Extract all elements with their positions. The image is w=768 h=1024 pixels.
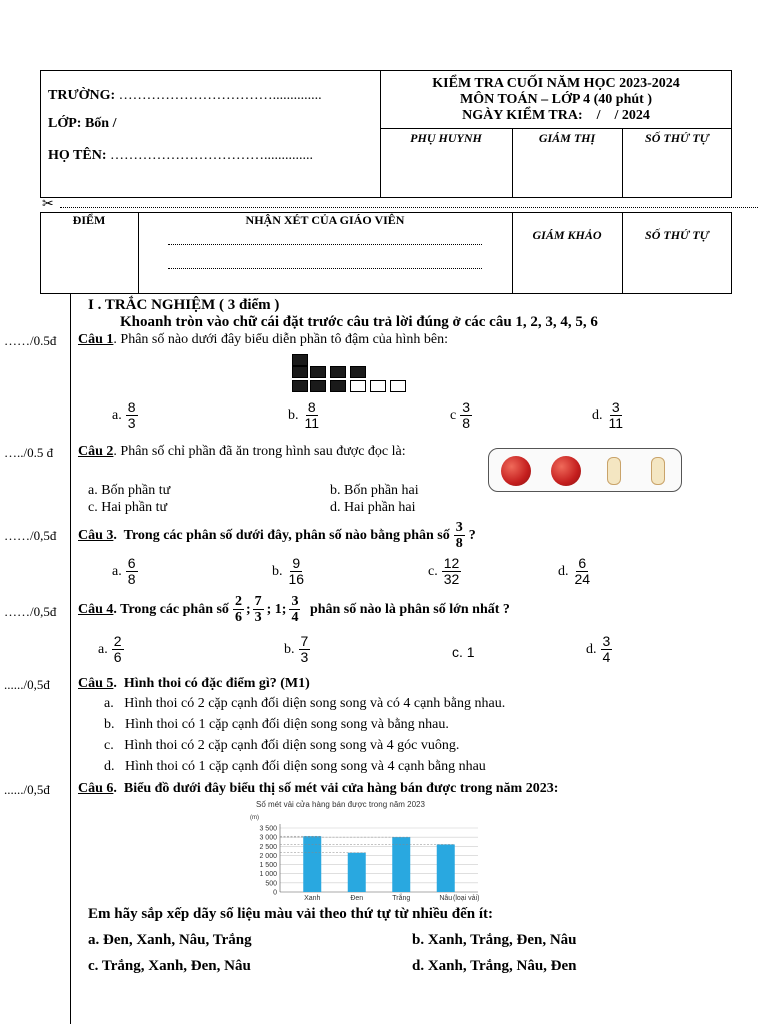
q2-option-b[interactable]: b. Bốn phần hai [330,483,419,498]
section-title: I . TRẮC NGHIỆM ( 3 điểm ) [88,297,280,313]
apple-core-icon [607,457,621,485]
q3-score: ……/0,5đ [4,528,57,543]
q2-option-a[interactable]: a. Bốn phần tư [88,483,171,498]
chart-bar-3 [392,837,410,892]
q6-option-a[interactable]: a. Đen, Xanh, Nâu, Trắng [88,932,252,948]
chart-ytick-label: 2 000 [259,852,277,860]
q6-text: Câu 6. Biểu đồ dưới đây biểu thị số mét vải cửa hàng bán được trong năm 2023: [78,781,559,796]
chart-ytick-label: 1 500 [259,862,277,870]
q2-text: Câu 2. Phân số chỉ phần đã ăn trong hình sau được đọc là: [78,444,406,459]
q1-option-a[interactable]: a. $\frac{8}{3}$ [112,399,136,432]
q3-text: Câu 3 . Trong các phân số dưới đây, phân số nào bằng phân số $\frac{3}{8}$ ? [78,520,476,552]
grading-number-label: SỐ THỨ TỰ [645,228,709,242]
exam-subject: MÔN TOÁN – LỚP 4 (40 phút ) [459,92,652,107]
q4-option-c[interactable]: c. 1 [452,644,475,660]
chart-xtick-label: Nâu [439,895,453,902]
q2-option-c[interactable]: c. Hai phần tư [88,500,168,515]
score-label: ĐIỂM [72,213,106,227]
q6-option-d[interactable]: d. Xanh, Trắng, Nâu, Đen [412,958,577,974]
section-instruction: Khoanh tròn vào chữ cái đặt trước câu trả lời đúng ở các câu 1, 2, 3, 4, 5, 6 [120,314,598,330]
q6-score: ....../0,5đ [4,782,50,797]
q4-text: Câu 4 . Trong các phân số $\frac{2}{6}$ ; $\frac{7}{3}$ ; 1; $\frac{3}{4}$ phân số nào là phân số lớn nhất ? [78,594,510,626]
chart-xticks [304,893,452,902]
q5-option-c[interactable]: c. Hình thoi có 2 cặp cạnh đối diện song song và 4 góc vuông. [104,738,460,753]
q4-option-d[interactable]: d. $\frac{3}{4}$ [586,633,611,666]
q5-text: Câu 5. Hình thoi có đặc điểm gì? (M1) [78,676,310,691]
q6-prompt: Em hãy sắp xếp dãy số liệu màu vải theo thứ tự từ nhiều đến ít: [88,906,493,922]
chart-xlabel: (loại vải) [453,895,480,902]
chart-xtick-label: Trắng [392,895,411,902]
q2-apple-figure [488,448,682,492]
q1-score: ……/0.5đ [4,333,57,348]
chart-bar-2 [348,853,366,892]
col-number: SỐ THỨ TỰ [645,131,709,145]
q5-option-a[interactable]: a. Hình thoi có 2 cặp cạnh đối diện song song và có 4 cạnh bằng nhau. [104,696,506,711]
chart-ytick-label: 0 [273,889,277,897]
q4-score: ……/0,5đ [4,604,57,619]
q2-score: …../0.5 đ [4,445,54,460]
q3-option-b[interactable]: b. $\frac{9}{16}$ [272,555,305,588]
chart-yticks [259,826,277,897]
exam-date: NGÀY KIỂM TRA: / / 2024 [462,108,650,123]
q4-option-a[interactable]: a. $\frac{2}{6}$ [98,633,122,666]
chart-ytick-label: 2 500 [259,843,277,851]
q1-text: Câu 1. Phân số nào dưới đây biểu diễn phần tô đậm của hình bên: [78,332,448,347]
apple-core-icon [651,457,665,485]
chart-ylabel: (m) [250,815,259,821]
q2-option-d[interactable]: d. Hai phần hai [330,500,416,515]
q3-option-d[interactable]: d. $\frac{6}{24}$ [558,555,591,588]
q6-option-c[interactable]: c. Trắng, Xanh, Đen, Nâu [88,958,251,974]
name-field: HỌ TÊN: …………………………….............. [48,148,313,163]
q1-option-c[interactable]: c $\frac{3}{8}$ [450,399,471,432]
chart-xtick-label: Xanh [304,895,321,902]
apple-icon [551,456,581,486]
apple-icon [501,456,531,486]
chart-ytick-label: 3 500 [259,825,277,833]
scissors-icon: ✂ [42,197,54,212]
exam-title: KIỂM TRA CUỐI NĂM HỌC 2023-2024 [432,76,680,91]
fabric-bar-chart [246,798,486,902]
q3-option-c[interactable]: c. $\frac{12}{32}$ [428,555,460,588]
chart-xtick-label: Đen [350,895,364,902]
chart-ytick-label: 1 000 [259,871,277,879]
chart-bar-4 [437,844,455,892]
margin-line [70,294,71,1024]
chart-ytick-label: 500 [265,880,277,888]
class-field: LỚP: Bốn / [48,116,117,131]
q5-option-b[interactable]: b. Hình thoi có 1 cặp cạnh đối diện song song và bằng nhau. [104,717,449,732]
col-proctor: GIÁM THỊ [538,131,596,145]
header-subrow-line [380,128,732,129]
comment-label: NHẬN XÉT CỦA GIÁO VIÊN [245,213,405,227]
chart-title: Số mét vải cửa hàng bán được trong năm 2023 [256,800,425,809]
school-field: TRƯỜNG: …………………………….............. [48,88,322,103]
q5-option-d[interactable]: d. Hình thoi có 1 cặp cạnh đối diện song song và 4 cạnh bằng nhau [104,759,486,774]
col-parent: PHỤ HUYNH [410,131,482,145]
chart-ytick-label: 3 000 [259,834,277,842]
examiner-label: GIÁM KHẢO [532,228,602,242]
q1-option-d[interactable]: d. $\frac{3}{11}$ [592,399,624,432]
q5-score: ....../0,5đ [4,677,50,692]
chart-bars [280,836,455,892]
q4-option-b[interactable]: b. $\frac{7}{3}$ [284,633,309,666]
q1-option-b[interactable]: b. $\frac{8}{11}$ [288,399,320,432]
q6-option-b[interactable]: b. Xanh, Trắng, Đen, Nâu [412,932,577,948]
q3-option-a[interactable]: a. $\frac{6}{8}$ [112,555,136,588]
cut-line [60,207,758,208]
